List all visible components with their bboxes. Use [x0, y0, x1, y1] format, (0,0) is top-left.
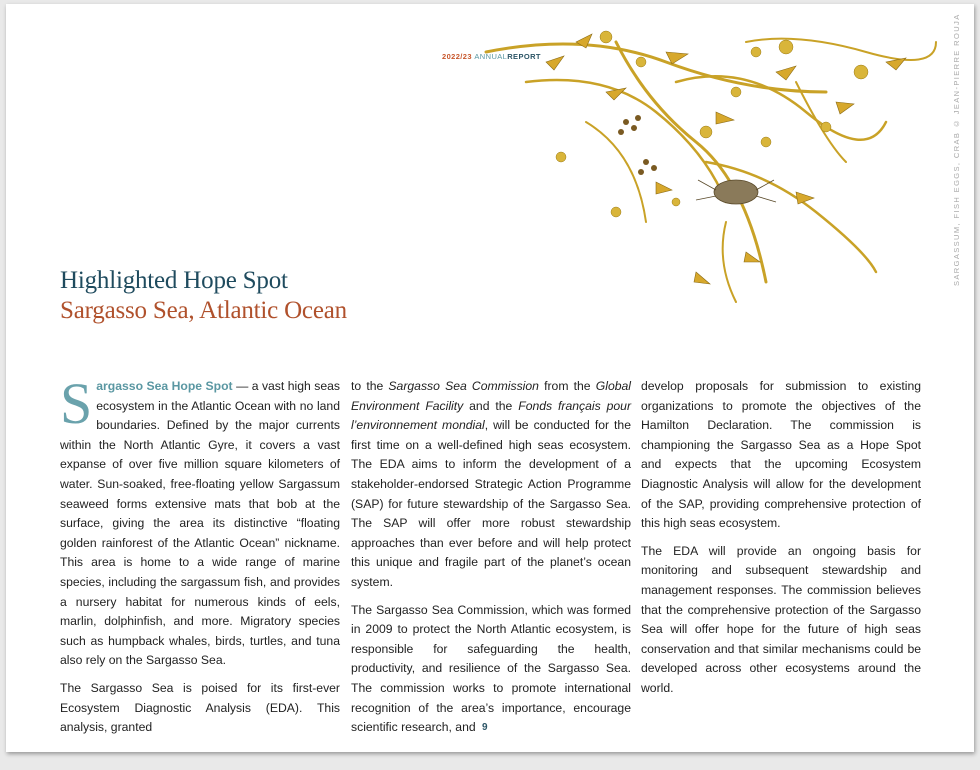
text-run: to the — [351, 379, 389, 393]
text-column-2 — [351, 377, 631, 746]
paragraph: The Sargasso Sea is poised for its first-ever Ecosystem Diagnostic Analysis (EDA). This analysis, granted — [60, 680, 340, 735]
text-run: and the — [463, 398, 519, 413]
italic-name: Global Environment Facility — [351, 379, 631, 413]
report-year: 2022/23 — [442, 52, 472, 61]
page-number: 9 — [482, 722, 488, 733]
report-annual: ANNUAL — [474, 52, 508, 61]
paragraph-text: — a vast high seas ecosystem in the Atlantic Ocean with no land boundaries. Defined by the major currents within the North Atlantic Gyre, it covers a vast expanse of over five million square kilometers of water. Sun-soaked, free-floating yellow Sargassum seaweed forms extensive mats that bob at the surface, giving the area its distinctive “floating golden rainforest of the Atlantic Ocean” nickname. This area is home to a wide range of marine species, including the sargassum fish, and provides a nursery habitat for numerous kinds of eels, marlin, dolphinfish, and more. Migratory species such as humpback whales, birds, turtles, and tuna also rely on the Sargasso Sea. — [60, 379, 340, 668]
crab-figure — [696, 180, 776, 204]
italic-name: Sargasso Sea Commission — [388, 379, 539, 393]
report-page — [6, 4, 974, 752]
page-subtitle: Sargasso Sea, Atlantic Ocean — [60, 297, 347, 324]
italic-name: Fonds français pour l’environnement mondial — [351, 398, 631, 433]
text-column-3 — [641, 377, 921, 707]
sargassum-illustration — [466, 22, 956, 322]
paragraph: The Sargasso Sea Commission, which was formed in 2009 to protect the North Atlantic ecosystem, is responsible for safeguarding the health, productivity, and resilience of the Sargasso Sea. The commission works to promote international recognition of the area’s importance, encourage scientific research, and — [351, 602, 631, 735]
lead-in: argasso Sea Hope Spot — [96, 379, 233, 393]
paragraph — [60, 371, 340, 671]
paragraph — [351, 377, 631, 593]
drop-cap: S — [60, 371, 93, 436]
photo-credit: SARGASSUM, FISH EGGS, CRAB © JEAN-PIERRE ROUJA — [952, 13, 961, 286]
paragraph: develop proposals for submission to existing organizations to promote the objectives of the Hamilton Declaration. The commission is championing the Sargasso Sea as a Hope Spot and expects that the upcoming Ecosystem Diagnostic Analysis will allow for the development of the SAP, providing comprehensive protection of this high seas ecosystem. — [641, 379, 921, 531]
text-column-1 — [60, 371, 340, 746]
report-word: REPORT — [507, 52, 541, 61]
text-run: , will be conducted for the first time on a well-defined high seas ecosystem. The EDA aims to inform the development of a stakeholder-endorsed Strategic Action Programme (SAP) for future stewardship of the Sargasso Sea. The SAP will offer more robust stewardship approaches than ever before and will help protect this unique and fragile part of the planet’s ocean system. — [351, 418, 631, 589]
page-title: Highlighted Hope Spot — [60, 267, 288, 294]
paragraph: The EDA will provide an ongoing basis for monitoring and subsequent stewardship and management responses. The commission believes that the comprehensive protection of the Sargasso Sea will offer hope for the future of high seas conservation and that similar mechanisms could be developed across other ecosystems around the world. — [641, 543, 921, 695]
text-run: from the — [538, 379, 596, 393]
